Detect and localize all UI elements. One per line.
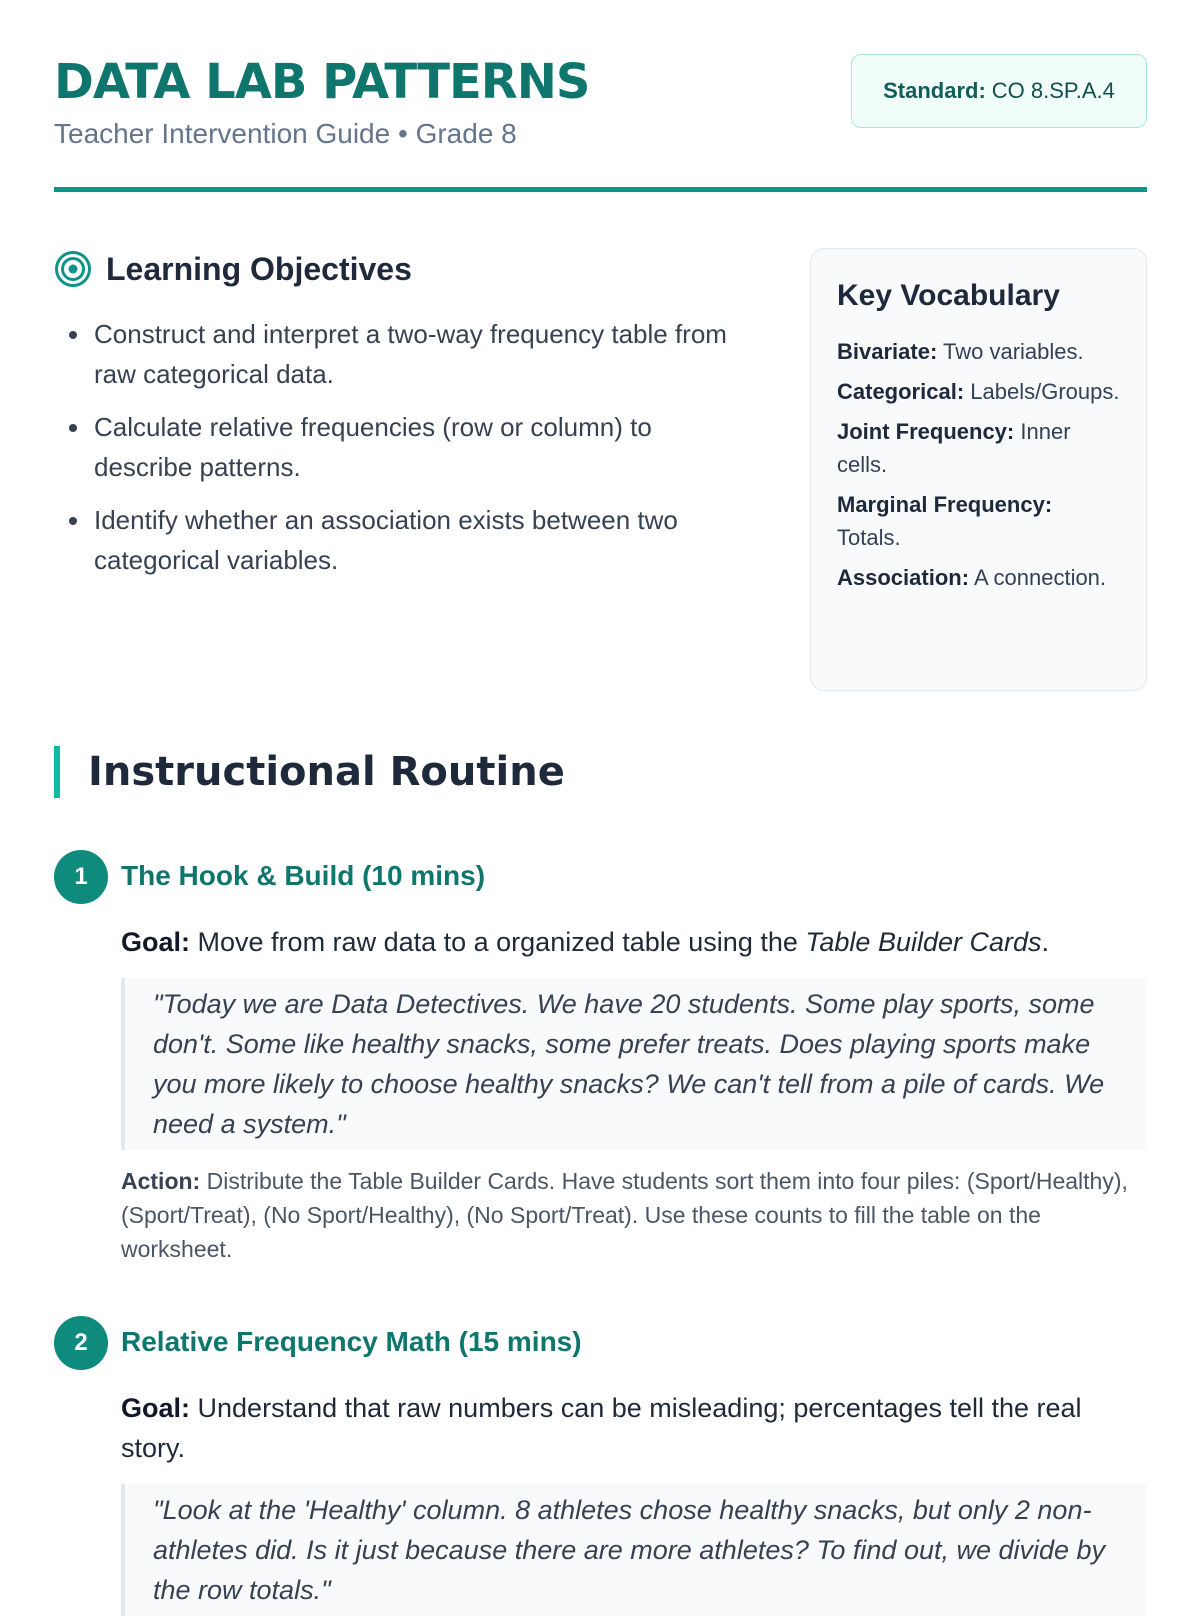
goal-label: Goal: [121,1393,191,1423]
vocab-term-name: Categorical: [837,379,965,404]
objectives-heading-row [54,250,754,288]
goal-text: Move from raw data to a organized table using the [197,927,798,957]
step-title: The Hook & Build (10 mins) [121,860,486,891]
vocab-term-definition: Labels/Groups. [970,379,1120,404]
vocab-term-definition: Totals. [837,525,901,550]
action-text: Distribute the Table Builder Cards. Have students sort them into four piles: (Sport/Healthy), (Sport/Treat), (No Sport/Healthy), (No Sport/Treat). Use these counts to fill the table on the worksheet. [121,1168,1128,1262]
vocab-term [837,375,1120,408]
vocabulary-heading: Key Vocabulary [837,279,1060,312]
goal-label: Goal: [121,927,191,957]
vocab-term-name: Bivariate: [837,339,938,364]
goal-emphasis: Table Builder Cards [805,927,1042,957]
vocab-term-definition: Two variables. [943,339,1084,364]
vocab-term-name: Marginal Frequency: [837,492,1053,517]
step-number-badge: 2 [54,1316,108,1370]
objectives-list [54,314,754,580]
routine-heading: Instructional Routine [88,749,565,795]
key-vocabulary-card [810,248,1147,691]
standard-label: Standard: [883,78,986,103]
page-header [54,0,1147,190]
header-divider [54,187,1147,192]
vocab-term [837,415,1120,481]
teacher-script-quote: "Today we are Data Detectives. We have 20 students. Some play sports, some don't. Some like healthy snacks, some prefer treats. Does playing sports make you more likely to choose healthy snacks? We can't tell from a pile of cards. We need a system." [121,978,1147,1150]
standard-value: CO 8.SP.A.4 [991,78,1115,103]
teacher-script-quote: "Look at the 'Healthy' column. 8 athletes chose healthy snacks, but only 2 non-athletes did. Is it just because there are more athletes? To find out, we divide by the row totals." [121,1484,1147,1616]
step-number-badge: 1 [54,850,108,904]
vocab-term [837,335,1120,368]
step-goal [121,922,1147,962]
goal-text: Understand that raw numbers can be misleading; percentages tell the real story. [121,1393,1082,1463]
step-title: Relative Frequency Math (15 mins) [121,1326,582,1357]
step-goal [121,1388,1147,1468]
page-title: DATA LAB PATTERNS [54,54,590,110]
page-subtitle: Teacher Intervention Guide • Grade 8 [54,118,517,149]
objectives-heading: Learning Objectives [106,250,412,287]
target-icon [54,250,92,288]
objective-item: Identify whether an association exists between two categorical variables. [94,500,754,580]
vocab-term [837,488,1120,554]
learning-objectives [54,250,754,593]
vocab-term-definition: Inner cells. [837,419,1071,477]
objective-item: Construct and interpret a two-way frequency table from raw categorical data. [94,314,754,394]
vocab-term-definition: A connection. [973,565,1107,590]
objective-item: Calculate relative frequencies (row or column) to describe patterns. [94,407,754,487]
vocab-term-name: Association: [837,565,970,590]
goal-end: . [1041,927,1050,957]
step-action [121,1164,1147,1266]
action-label: Action: [121,1168,201,1194]
section-accent-bar [54,746,60,798]
standard-badge [851,54,1147,128]
vocab-term-name: Joint Frequency: [837,419,1015,444]
guide-page [54,0,1147,1605]
vocab-term [837,561,1120,594]
